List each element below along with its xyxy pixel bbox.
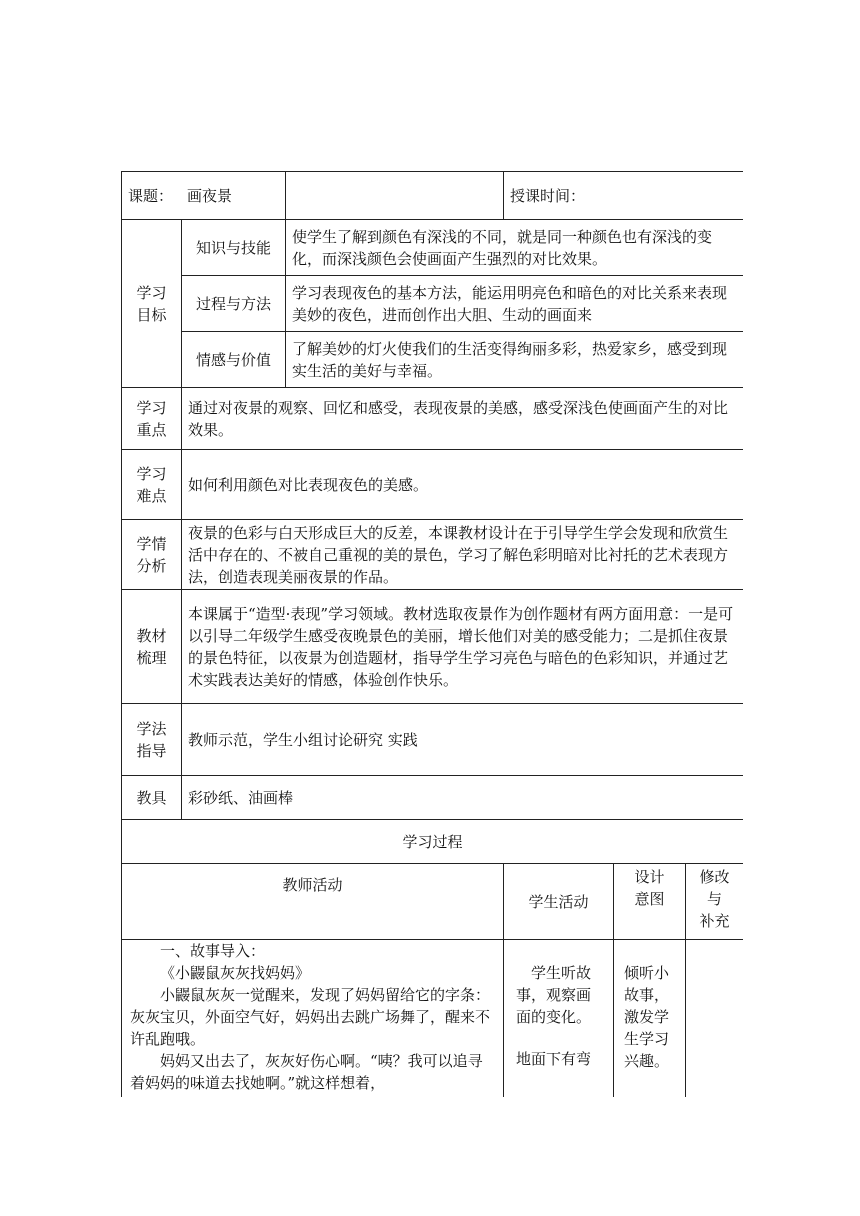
objectives-label: 学习 目标 — [122, 220, 182, 388]
teacher-activity-header: 教师活动 — [122, 864, 504, 940]
section-row — [122, 450, 744, 520]
section-label: 教具 — [122, 776, 182, 820]
objective-text: 学习表现夜色的基本方法，能运用明亮色和暗色的对比关系来表现美妙的夜色，进而创作出大胆、生动的画面来 — [286, 276, 744, 332]
time-cell — [504, 172, 744, 220]
revise-cell — [686, 940, 744, 1098]
topic-value: 画夜景 — [187, 186, 233, 205]
section-text: 本课属于“造型·表现”学习领域。教材选取夜景作为创作题材有两方面用意：一是可以引导二年级学生感受夜晚景色的美丽，增长他们对美的感受能力；二是抓住夜景的景色特征，以夜景为创造题材，指导学生学习亮色与暗色的色彩知识，并通过艺术实践表达美好的情感，体验创作快乐。 — [182, 590, 744, 704]
objective-name: 情感与价值 — [182, 332, 286, 388]
objective-row — [122, 332, 744, 388]
process-header-row — [122, 864, 744, 940]
process-title-row — [122, 820, 744, 864]
teacher-line: 《小鼹鼠灰灰找妈妈》 — [160, 964, 311, 982]
section-text: 教师示范，学生小组讨论研究 实践 — [182, 704, 744, 776]
section-label: 学情 分析 — [122, 520, 182, 590]
header-row — [122, 172, 744, 220]
objective-name: 过程与方法 — [182, 276, 286, 332]
section-label: 学习 难点 — [122, 450, 182, 520]
process-title: 学习过程 — [122, 820, 744, 864]
section-text: 通过对夜景的观察、回忆和感受，表现夜景的美感，感受深浅色使画面产生的对比效果。 — [182, 388, 744, 450]
objective-row — [122, 276, 744, 332]
lesson-plan-table — [121, 171, 743, 1097]
section-row — [122, 520, 744, 590]
topic-cell — [122, 172, 286, 220]
student-activity-cell — [504, 940, 614, 1098]
teacher-activity-cell — [122, 940, 504, 1098]
time-label: 授课时间： — [510, 186, 586, 205]
topic-label: 课题： — [128, 186, 174, 205]
section-text: 如何利用颜色对比表现夜色的美感。 — [182, 450, 744, 520]
design-intent-header: 设计 意图 — [614, 864, 686, 940]
section-row — [122, 388, 744, 450]
section-text: 彩砂纸、油画棒 — [182, 776, 744, 820]
teacher-line: 一、故事导入： — [160, 942, 266, 960]
teacher-line: 妈妈又出去了，灰灰好伤心啊。“咦？我可以追寻着妈妈的味道去找她啊。”就这样想着， — [130, 1052, 483, 1092]
objective-text: 了解美妙的灯火使我们的生活变得绚丽多彩，热爱家乡，感受到现实生活的美好与幸福。 — [286, 332, 744, 388]
objective-row — [122, 220, 744, 276]
section-text: 夜景的色彩与白天形成巨大的反差，本课教材设计在于引导学生学会发现和欣赏生活中存在的、不被自己重视的美的景色，学习了解色彩明暗对比衬托的艺术表现方法，创造表现美丽夜景的作品。 — [182, 520, 744, 590]
process-body-row — [122, 940, 744, 1098]
student-line: 学生听故事，观察画面的变化。 — [516, 964, 592, 1026]
section-label: 学习 重点 — [122, 388, 182, 450]
student-activity-header: 学生活动 — [504, 864, 614, 940]
section-label: 学法 指导 — [122, 704, 182, 776]
section-row — [122, 704, 744, 776]
design-intent-text: 倾听小故事，激发学生学习兴趣。 — [624, 964, 670, 1070]
revise-header: 修改 与 补充 — [686, 864, 744, 940]
section-label: 教材 梳理 — [122, 590, 182, 704]
topic-blank-cell — [286, 172, 504, 220]
lesson-plan-sheet — [121, 171, 743, 1097]
student-line: 地面下有弯 — [516, 1050, 592, 1068]
section-row — [122, 590, 744, 704]
objective-name: 知识与技能 — [182, 220, 286, 276]
design-intent-cell — [614, 940, 686, 1098]
objective-text: 使学生了解到颜色有深浅的不同，就是同一种颜色也有深浅的变化，而深浅颜色会使画面产生强烈的对比效果。 — [286, 220, 744, 276]
section-row — [122, 776, 744, 820]
teacher-line: 小鼹鼠灰灰一觉醒来，发现了妈妈留给它的字条：灰灰宝贝，外面空气好，妈妈出去跳广场舞了，醒来不许乱跑哦。 — [130, 986, 491, 1048]
